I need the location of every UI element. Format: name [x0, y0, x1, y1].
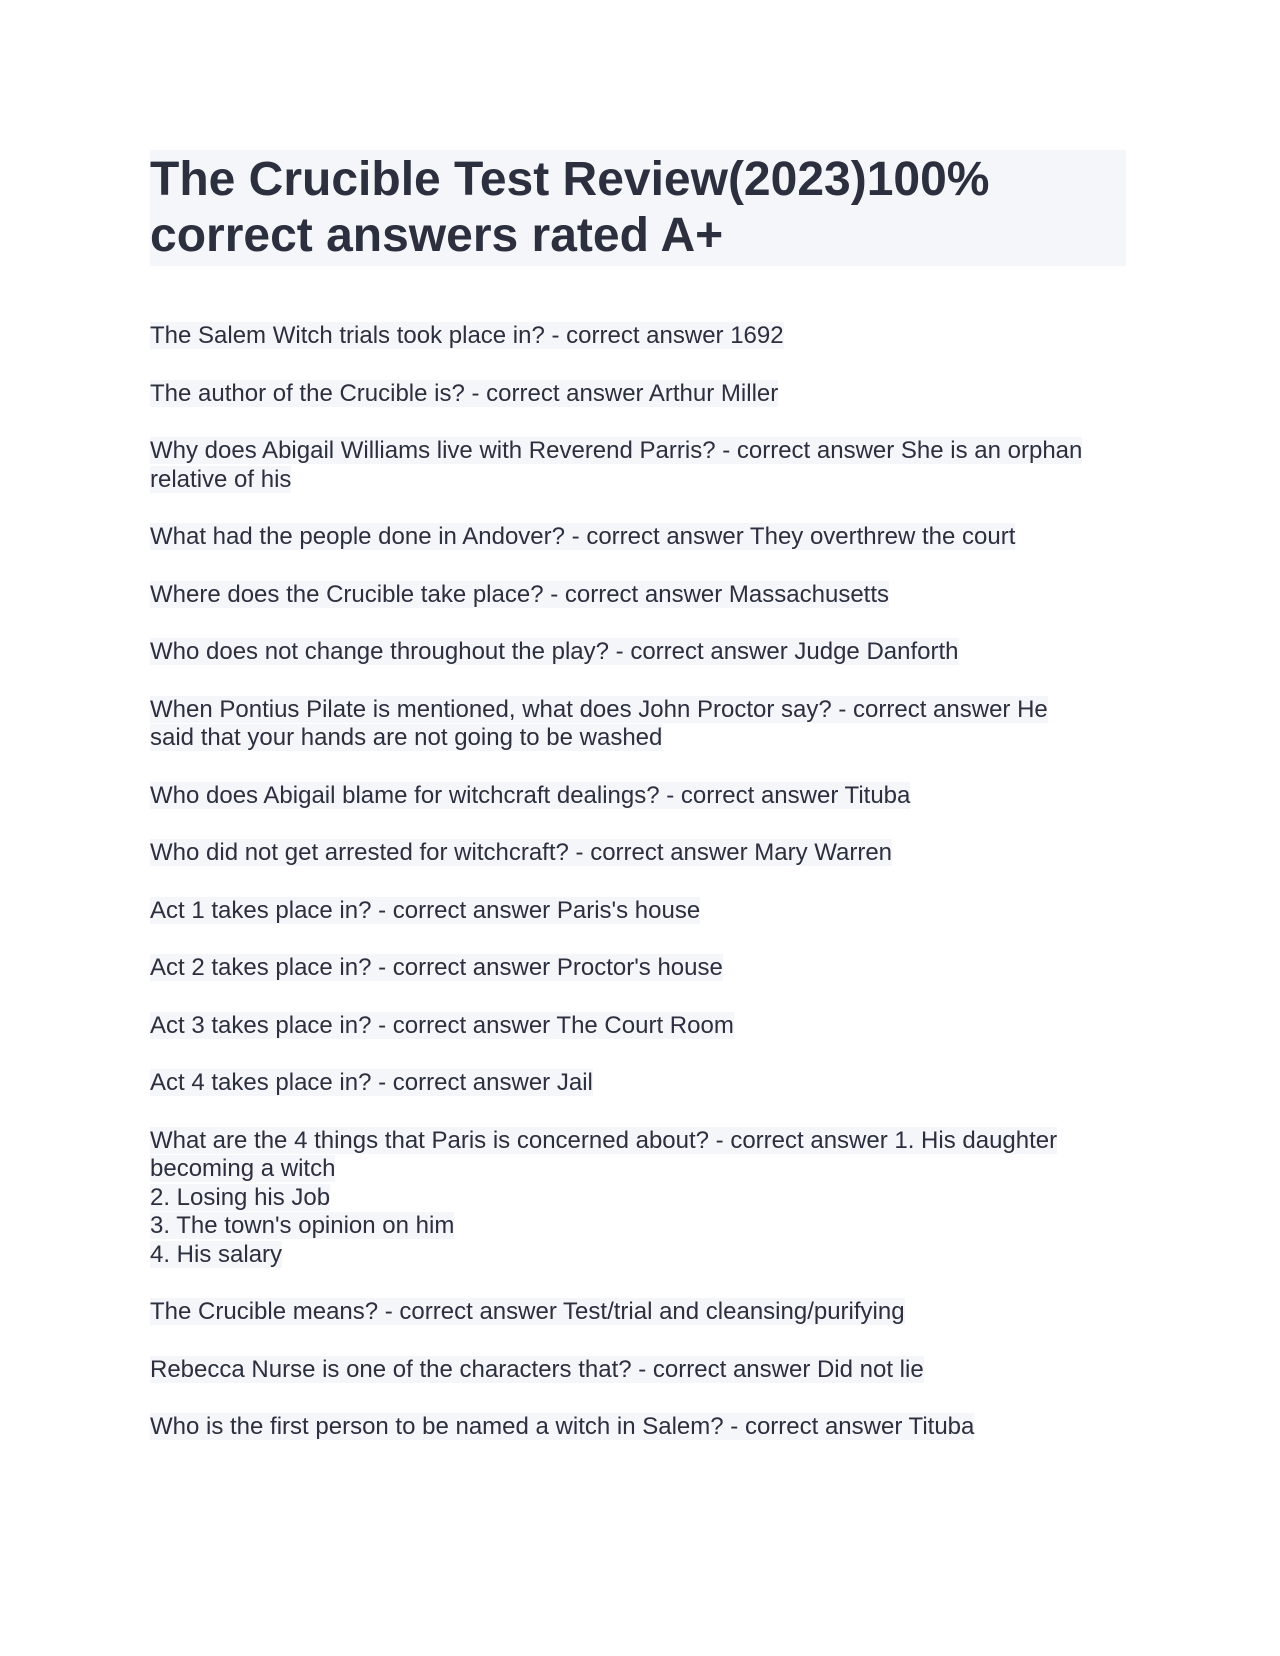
qa-item: Act 1 takes place in? - correct answer Paris's house	[150, 896, 701, 924]
qa-item: Why does Abigail Williams live with Reverend Parris? - correct answer She is an orphan relative of his	[150, 437, 1083, 493]
qa-item: Who did not get arrested for witchcraft? - correct answer Mary Warren	[150, 839, 893, 866]
qa-item: Who does not change throughout the play? - correct answer Judge Danforth	[150, 638, 959, 665]
qa-item: Who is the first person to be named a witch in Salem? - correct answer Tituba	[150, 1413, 975, 1440]
qa-item: Where does the Crucible take place? - correct answer Massachusetts	[150, 580, 889, 608]
qa-item: The author of the Crucible is? - correct answer Arthur Miller	[150, 379, 779, 407]
qa-item: Act 4 takes place in? - correct answer Jail	[150, 1069, 593, 1096]
qa-item: Act 3 takes place in? - correct answer The Court Room	[150, 1011, 734, 1039]
document-page	[150, 150, 1126, 1471]
qa-item: The Crucible means? - correct answer Test/trial and cleansing/purifying	[150, 1298, 905, 1325]
qa-item: What had the people done in Andover? - correct answer They overthrew the court	[150, 523, 1016, 550]
title-line-2: correct answers rated A+	[150, 209, 724, 262]
document-title	[150, 150, 1126, 266]
qa-item: Act 2 takes place in? - correct answer Proctor's house	[150, 954, 723, 981]
qa-item: The Salem Witch trials took place in? - correct answer 1692	[150, 322, 784, 349]
qa-list	[150, 322, 1126, 1442]
title-line-1: The Crucible Test Review(2023)100%	[150, 153, 990, 206]
qa-item: When Pontius Pilate is mentioned, what does John Proctor say? - correct answer He said that your hands are not going to be washed	[150, 695, 1048, 751]
qa-item: Rebecca Nurse is one of the characters that? - correct answer Did not lie	[150, 1355, 924, 1383]
qa-item: Who does Abigail blame for witchcraft dealings? - correct answer Tituba	[150, 781, 911, 809]
qa-item: What are the 4 things that Paris is concerned about? - correct answer 1. His daughter becoming a witch 2. Losing his Job 3. The town's opinion on him 4. His salary	[150, 1126, 1058, 1268]
